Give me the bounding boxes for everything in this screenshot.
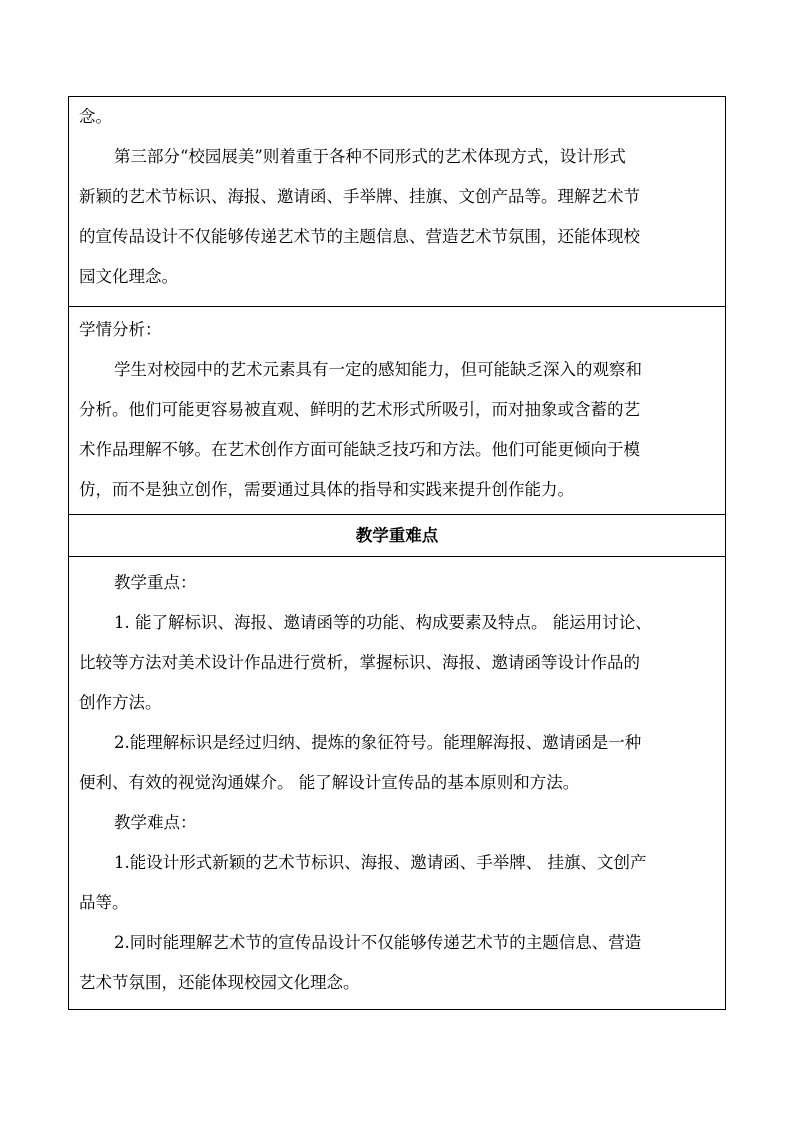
paragraph-line: 2.同时能理解艺术节的宣传品设计不仅能够传递艺术节的主题信息、营造	[114, 933, 642, 952]
lesson-plan-table	[68, 96, 726, 1010]
paragraph-line: 念。	[79, 107, 112, 126]
paragraph-line: 术作品理解不够。在艺术创作方面可能缺乏技巧和方法。他们可能更倾向于模	[79, 440, 640, 459]
paragraph-line: 创作方法。	[79, 693, 162, 712]
paragraph-line: 学生对校园中的艺术元素具有一定的感知能力，但可能缺乏深入的观察和	[114, 360, 642, 379]
key-points-cell	[69, 556, 725, 1009]
section-label: 学情分析：	[79, 320, 162, 339]
paragraph-line: 新颖的艺术节标识、海报、邀请函、手举牌、挂旗、文创产品等。理解艺术节	[79, 187, 640, 206]
paragraph-line: 比较等方法对美术设计作品进行赏析，掌握标识、海报、邀请函等设计作品的	[79, 653, 640, 672]
paragraph-line: 园文化理念。	[79, 267, 178, 286]
paragraph-line: 1. 能了解标识、海报、邀请函等的功能、构成要素及特点。 能运用讨论、	[114, 613, 652, 632]
key-points-heading-cell	[69, 514, 725, 556]
paragraph-line: 分析。他们可能更容易被直观、鲜明的艺术形式所吸引，而对抽象或含蓄的艺	[79, 400, 640, 419]
paragraph-line: 1.能设计形式新颖的艺术节标识、海报、邀请函、手举牌、 挂旗、文创产	[114, 853, 647, 872]
section-label: 教学重点：	[114, 573, 197, 592]
paragraph-line: 仿，而不是独立创作，需要通过具体的指导和实践来提升创作能力。	[79, 480, 574, 499]
paragraph-line: 2.能理解标识是经过归纳、提炼的象征符号。能理解海报、邀请函是一种	[114, 733, 642, 752]
course-content-cell	[69, 97, 725, 306]
paragraph-line: 品等。	[79, 893, 129, 912]
paragraph-line: 第三部分“校园展美”则着重于各种不同形式的艺术体现方式，设计形式	[114, 147, 626, 166]
paragraph-line: 艺术节氛围，还能体现校园文化理念。	[79, 973, 360, 992]
paragraph-line: 的宣传品设计不仅能够传递艺术节的主题信息、营造艺术节氛围，还能体现校	[79, 227, 640, 246]
section-label: 教学难点：	[114, 813, 197, 832]
paragraph-line: 便利、有效的视觉沟通媒介。 能了解设计宣传品的基本原则和方法。	[79, 773, 580, 792]
learning-analysis-cell	[69, 306, 725, 514]
section-heading: 教学重难点	[355, 526, 439, 545]
